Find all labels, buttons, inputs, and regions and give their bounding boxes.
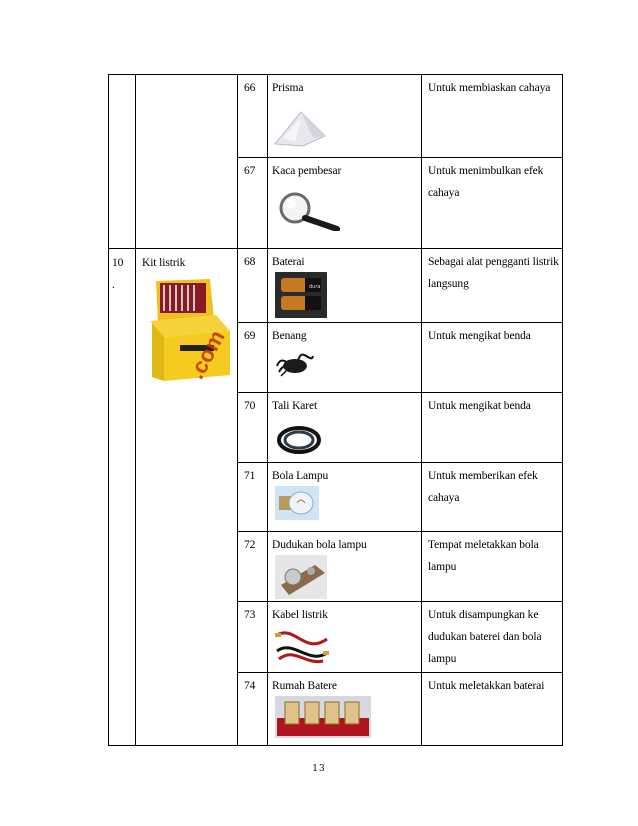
item-function: Sebagai alat pengganti listrik langsung [428, 256, 559, 290]
item-number: 72 [244, 539, 256, 551]
equipment-table [108, 74, 563, 746]
cable-icon [275, 625, 329, 665]
item-number: 73 [244, 609, 256, 621]
magnifier-icon [275, 191, 341, 231]
battery-holder-icon [275, 696, 371, 738]
item-number: 66 [244, 82, 256, 94]
kit-watermark: .com [183, 326, 230, 381]
prism-icon [273, 108, 328, 148]
item-function: Tempat meletakkan bola lampu [428, 539, 539, 573]
item-function: Untuk disampungkan ke dudukan baterei dan bola lampu [428, 609, 542, 665]
item-name: Prisma [272, 82, 304, 94]
bulb-holder-icon [275, 555, 327, 599]
item-name: Kaca pembesar [272, 165, 342, 177]
item-number: 71 [244, 470, 256, 482]
item-number: 70 [244, 400, 256, 412]
item-name: Baterai [272, 256, 305, 268]
item-name: Tali Karet [272, 400, 318, 412]
item-number: 67 [244, 165, 256, 177]
svg-text:dura: dura [309, 284, 321, 290]
item-name: Rumah Batere [272, 680, 337, 692]
kit-name: Kit listrik [142, 257, 186, 269]
item-number: 68 [244, 256, 256, 268]
thread-icon [275, 346, 315, 380]
item-function: Untuk mengikat benda [428, 330, 531, 342]
light-bulb-icon [275, 486, 319, 520]
battery-icon [275, 272, 327, 318]
item-name: Benang [272, 330, 307, 342]
rubber-band-icon [275, 422, 323, 456]
item-name: Bola Lampu [272, 470, 329, 482]
item-name: Kabel listrik [272, 609, 328, 621]
row-number: 10 . [112, 257, 124, 291]
item-number: 69 [244, 330, 256, 342]
item-function: Untuk menimbulkan efek cahaya [428, 165, 544, 199]
page-number: 13 [312, 764, 326, 774]
item-name: Dudukan bola lampu [272, 539, 367, 551]
item-function: Untuk meletakkan baterai [428, 680, 545, 692]
item-function: Untuk membiaskan cahaya [428, 82, 551, 94]
kit-listrik-image [150, 279, 232, 381]
item-function: Untuk memberikan efek cahaya [428, 470, 538, 504]
item-number: 74 [244, 680, 256, 692]
item-function: Untuk mengikat benda [428, 400, 531, 412]
